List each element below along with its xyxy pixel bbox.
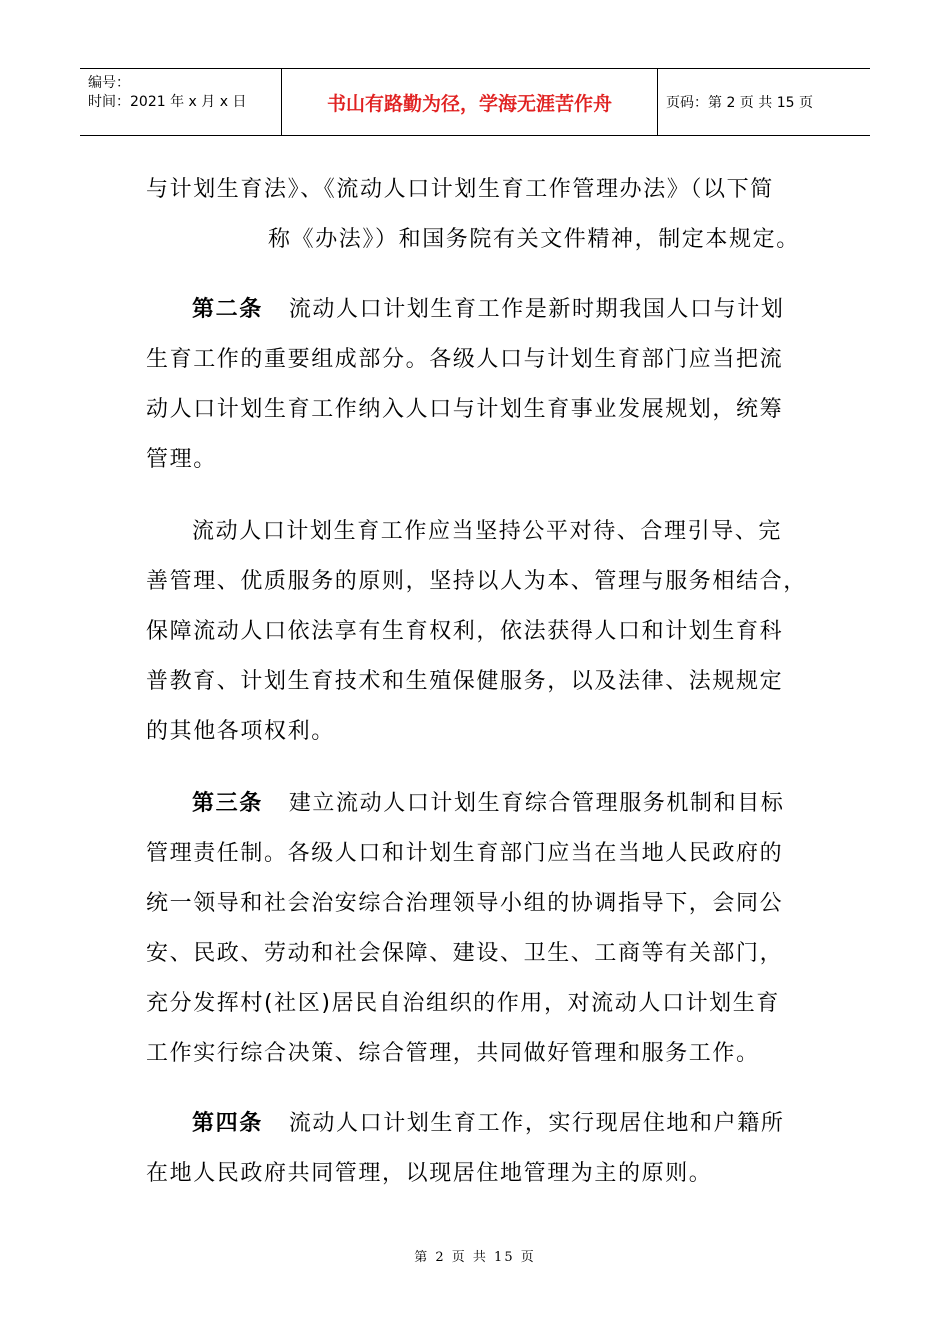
article-3-first-line	[192, 786, 784, 817]
document-time-label: 时间：2021 年 x 月 x 日	[88, 94, 247, 110]
body-line: 称《办法》）和国务院有关文件精神，制定本规定。	[268, 227, 800, 252]
article-4-first-line	[192, 1106, 784, 1137]
body-line: 充分发挥村(社区)居民自治组织的作用，对流动人口计划生育	[146, 991, 780, 1016]
body-line: 统一领导和社会治安综合治理领导小组的协调指导下，会同公	[146, 891, 784, 916]
body-line: 动人口计划生育工作纳入人口与计划生育事业发展规划，统筹	[146, 397, 784, 422]
page-footer: 第 2 页 共 15 页	[414, 1250, 536, 1265]
header-info-cell	[80, 69, 282, 135]
document-number-label: 编号：	[88, 75, 130, 91]
article-2-first-line	[192, 292, 784, 323]
article-2-label: 第二条	[192, 297, 263, 322]
article-3-label: 第三条	[192, 791, 263, 816]
body-line-text: 流动人口计划生育工作是新时期我国人口与计划	[288, 297, 785, 322]
body-line: 善管理、优质服务的原则，坚持以人为本、管理与服务相结合，	[146, 569, 807, 594]
body-line: 工作实行综合决策、综合管理，共同做好管理和服务工作。	[146, 1041, 760, 1066]
body-line: 生育工作的重要组成部分。各级人口与计划生育部门应当把流	[146, 347, 784, 372]
header-page-code: 页码：第 2 页 共 15 页	[666, 95, 813, 111]
body-line-text: 建立流动人口计划生育综合管理服务机制和目标	[288, 791, 785, 816]
header-motto: 书山有路勤为径，学海无涯苦作舟	[282, 69, 658, 135]
article-4-label: 第四条	[192, 1111, 263, 1136]
body-line: 普教育、计划生育技术和生殖保健服务，以及法律、法规规定	[146, 669, 784, 694]
body-line: 安、民政、劳动和社会保障、建设、卫生、工商等有关部门，	[146, 941, 784, 966]
body-line: 流动人口计划生育工作应当坚持公平对待、合理引导、完	[192, 519, 783, 544]
body-line-text: 流动人口计划生育工作，实行现居住地和户籍所	[288, 1111, 785, 1136]
body-line: 管理。	[146, 447, 217, 472]
body-line: 与计划生育法》、《流动人口计划生育工作管理办法》（以下简	[146, 177, 774, 202]
body-line: 在地人民政府共同管理，以现居住地管理为主的原则。	[146, 1161, 713, 1186]
body-line: 保障流动人口依法享有生育权利，依法获得人口和计划生育科	[146, 619, 784, 644]
header-table	[80, 68, 870, 136]
body-line: 的其他各项权利。	[146, 719, 335, 744]
body-line: 管理责任制。各级人口和计划生育部门应当在当地人民政府的	[146, 841, 784, 866]
